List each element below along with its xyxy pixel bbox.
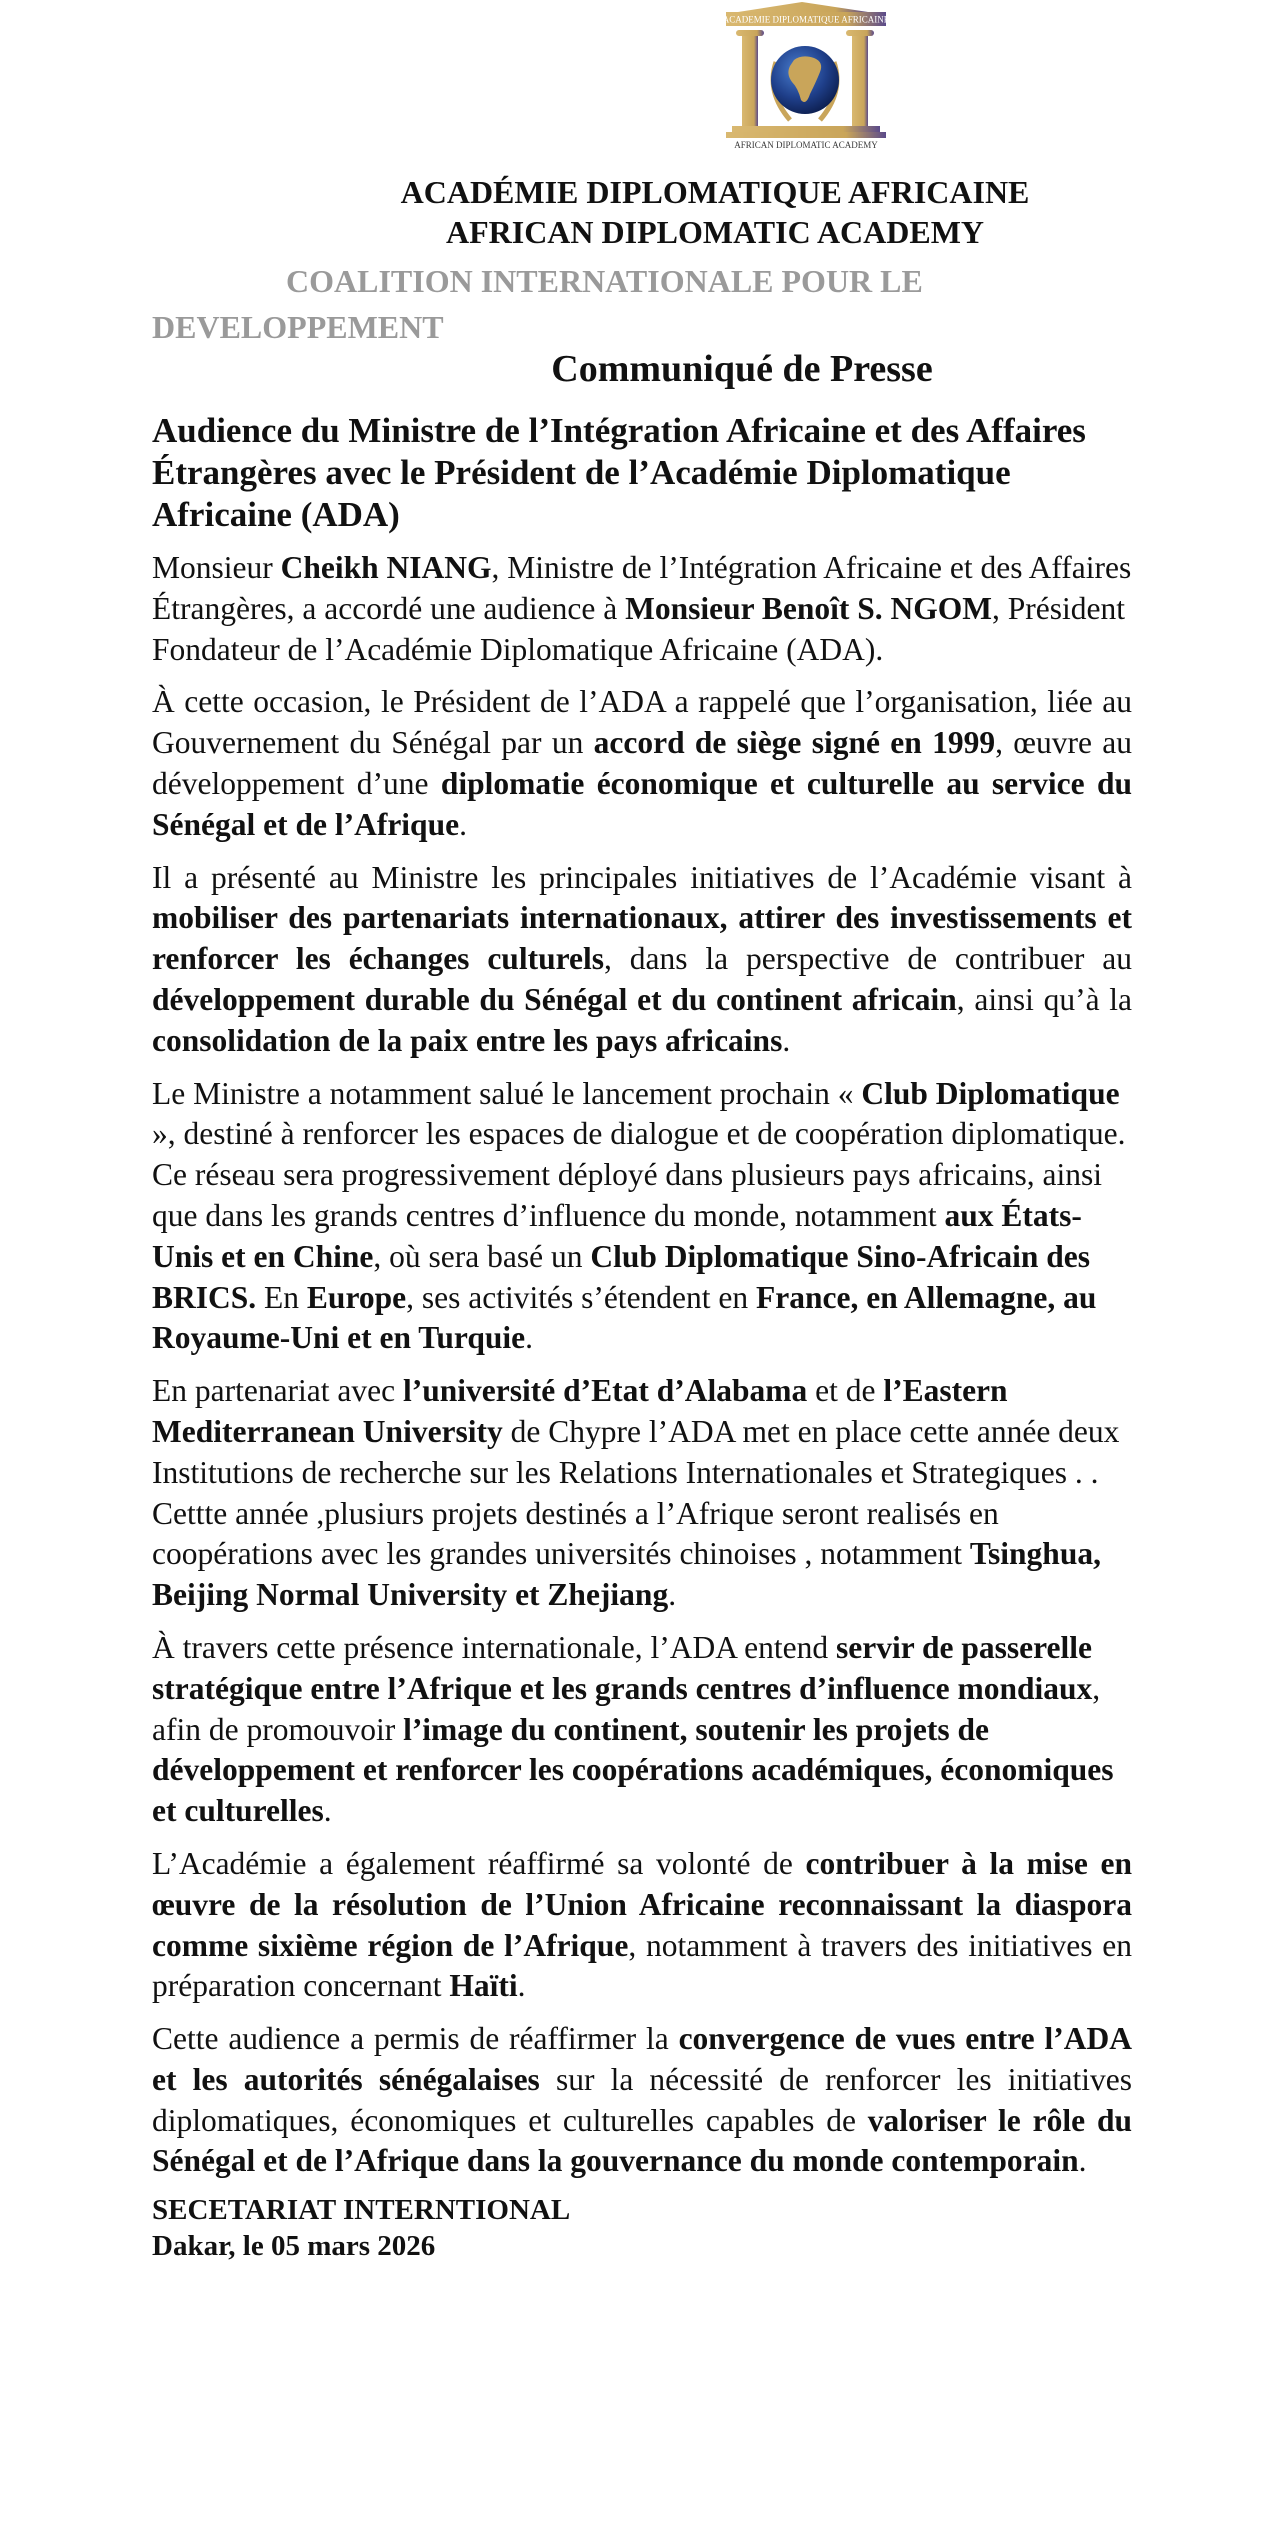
text: , Ministre de l’Intégration Africaine et des Affaires Étrangères, a accordé une audience à	[152, 550, 1132, 626]
text: Il a présenté au Ministre les principales initiatives de l’Académie visant à	[152, 859, 1132, 895]
text: À cette occasion, le Président de l’ADA a rappelé que l’organisation, liée au Gouvernement du Sénégal par un	[152, 684, 1132, 761]
header-academy-en: AFRICAN DIPLOMATIC ACADEMY	[445, 214, 985, 250]
text: .	[782, 1022, 791, 1058]
text: .	[323, 1793, 332, 1829]
bold-text: diplomatie économique et culturelle au service du Sénégal et de l’Afrique	[152, 765, 1132, 842]
bold-text: mobiliser des partenariats internationaux, attirer des investissements et renforcer les échanges culturels	[152, 900, 1132, 977]
paragraph	[152, 1494, 1132, 1616]
bold-text: l’université d’Etat d’Alabama	[402, 1373, 808, 1409]
text: , où sera basé un	[373, 1238, 591, 1274]
text: Cette audience a permis de réaffirmer la	[152, 2021, 679, 2057]
press-release-title: Audience du Ministre de l’Intégration Africaine et des Affaires Étrangères avec le Président de l’Académie Diplomatique Africaine (ADA)	[152, 411, 1086, 534]
text: sur la nécessité de renforcer les initiatives diplomatiques, économiques et culturelles capables de	[152, 2061, 1132, 2138]
paragraph	[152, 1628, 1132, 1832]
text: de Chypre l’ADA met en place cette année deux Institutions de recherche sur les Relations Internationales et Strategiques . .	[152, 1413, 1120, 1490]
text: Cettte année ,plusiurs projets destinés a l’Afrique seront realisés en coopérations avec les grandes universités chinoises , notamment	[152, 1495, 999, 1572]
text: », destiné à renforcer les espaces de dialogue et de coopération diplomatique. Ce réseau sera progressivement déployé dans plusieurs pays africains, ainsi que dans les grands centres d’influence du monde, notamment	[152, 1116, 1126, 1233]
academy-logo	[706, 2, 898, 154]
paragraph	[152, 1074, 1132, 1360]
bold-text: valoriser le rôle du Sénégal et de l’Afrique dans la gouvernance du monde contemporain	[152, 2102, 1132, 2179]
text: .	[459, 806, 467, 842]
paragraph	[152, 1371, 1132, 1493]
header-academy-fr: ACADÉMIE DIPLOMATIQUE AFRICAINE	[400, 174, 1030, 210]
bold-text: Club Diplomatique	[861, 1075, 1120, 1111]
bold-text: convergence de vues entre l’ADA et les autorités sénégalaises	[152, 2021, 1132, 2097]
paragraph	[152, 858, 1132, 1062]
paragraph	[152, 1844, 1132, 2007]
academy-logo-globe-temple-icon	[706, 2, 898, 154]
text: .	[525, 1320, 533, 1356]
text: Monsieur	[152, 550, 281, 585]
document-type-heading: Communiqué de Presse	[551, 348, 933, 390]
bold-text: aux États-Unis et en Chine	[152, 1197, 1082, 1274]
text: Le Ministre a notamment salué le lancement prochain «	[152, 1075, 862, 1111]
text: , notamment à travers des initiatives en préparation concernant	[152, 1927, 1132, 2004]
logo-bottom-text: AFRICAN DIPLOMATIC ACADEMY	[734, 140, 878, 150]
text: .	[668, 1577, 677, 1613]
bold-text: Europe	[306, 1279, 407, 1315]
text: .	[517, 1968, 526, 2004]
bold-text: consolidation de la paix entre les pays africains	[152, 1022, 783, 1058]
text: En	[256, 1279, 307, 1315]
paragraph	[152, 2019, 1132, 2182]
text: , Président Fondateur de l’Académie Diplomatique Africaine (ADA).	[152, 590, 1126, 667]
bold-text: l’Eastern Mediterranean University	[152, 1373, 1008, 1449]
bold-text: France, en Allemagne, au Royaume-Uni et en Turquie	[152, 1279, 1097, 1356]
signature-block	[152, 2192, 1132, 2264]
bold-text: servir de passerelle stratégique entre l’Afrique et les grands centres d’influence mondiaux	[152, 1629, 1093, 1706]
text: En partenariat avec	[152, 1373, 403, 1409]
bold-text: contribuer à la mise en œuvre de la résolution de l’Union Africaine reconnaissant la diaspora comme sixième région de l’Afrique	[152, 1845, 1132, 1963]
text: .	[1078, 2143, 1087, 2179]
bold-text: accord de siège signé en 1999	[593, 725, 996, 761]
text: L’Académie a également réaffirmé sa volonté de	[152, 1845, 806, 1881]
text: et de	[807, 1373, 884, 1409]
paragraph	[152, 682, 1132, 845]
signature-place-date: Dakar, le 05 mars 2026	[152, 2230, 436, 2263]
text: , ainsi qu’à la	[956, 981, 1132, 1017]
bold-text: Tsinghua, Beijing Normal University et Zhejiang	[152, 1536, 1101, 1613]
bold-text: développement durable du Sénégal et du continent africain	[152, 981, 957, 1017]
paragraph	[152, 548, 1132, 670]
bold-text: Cheikh NIANG	[280, 550, 492, 585]
text: , afin de promouvoir	[152, 1670, 1101, 1747]
logo-top-text: ACADEMIE DIPLOMATIQUE AFRICAINE	[722, 14, 890, 25]
text: À travers cette présence internationale, l’ADA entend	[152, 1629, 836, 1665]
header-coalition: COALITION INTERNATIONALE POUR LE DEVELOPPEMENT	[152, 263, 923, 345]
bold-text: Club Diplomatique Sino-Africain des BRICS.	[152, 1238, 1091, 1315]
text: , œuvre au développement d’une	[152, 725, 1133, 801]
signature-office: SECETARIAT INTERNTIONAL	[152, 2194, 571, 2227]
bold-text: l’image du continent, soutenir les projets de développement et renforcer les coopérations académiques, économiques et culturelles	[152, 1711, 1114, 1829]
paragraph-list	[152, 548, 1132, 2182]
bold-text: Haïti	[449, 1968, 518, 2004]
press-release-body	[152, 548, 1132, 2264]
bold-text: Monsieur Benoît S. NGOM	[625, 590, 993, 626]
text: , ses activités s’étendent en	[406, 1279, 757, 1315]
text: , dans la perspective de contribuer au	[604, 941, 1132, 977]
